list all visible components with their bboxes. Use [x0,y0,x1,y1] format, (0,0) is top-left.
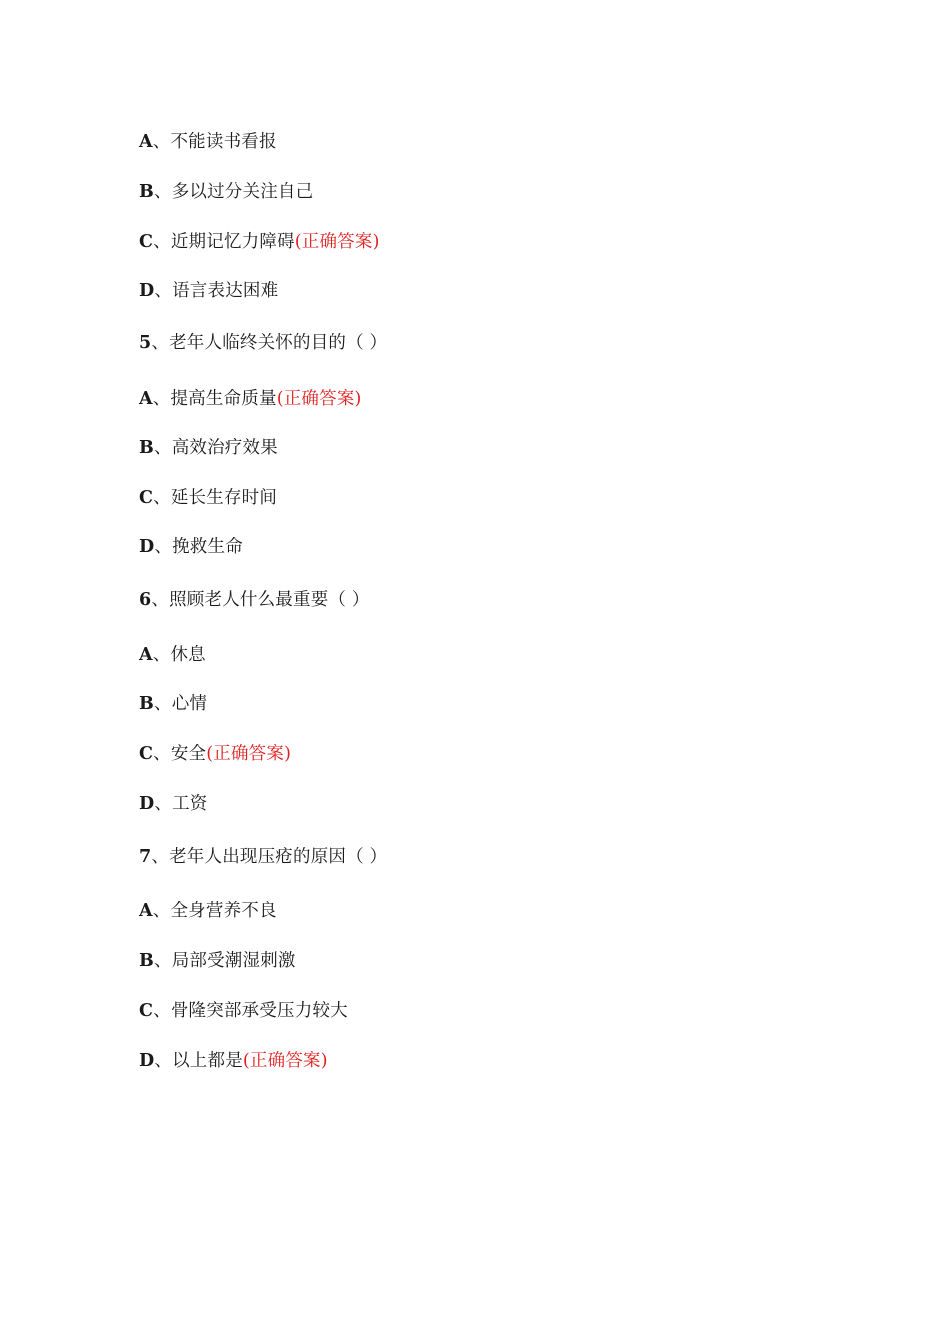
option-line [139,643,206,667]
option-label: A [139,645,153,665]
separator: 、 [152,132,171,152]
separator: 、 [151,333,170,353]
option-label: D [139,537,155,557]
option-label: B [139,182,154,202]
option-text: 语言表达困难 [172,281,279,301]
option-text: 近期记忆力障碍 [170,232,295,252]
option-label: D [139,794,155,814]
option-label: B [139,438,154,458]
option-line [139,535,243,559]
correct-answer-marker: (正确答案) [294,232,380,252]
option-text: 安全 [170,744,207,764]
separator: 、 [151,590,170,610]
option-line [139,692,207,716]
option-line [139,486,277,510]
option-line [139,742,291,766]
option-label: C [139,488,154,508]
option-text: 挽救生命 [172,537,243,557]
question-line [139,845,387,869]
question-line [139,588,370,612]
question-number: 5 [139,333,152,353]
correct-answer-marker: (正确答案) [276,389,362,409]
correct-answer-marker: (正确答案) [242,1051,328,1071]
option-label: C [139,744,154,764]
option-text: 高效治疗效果 [171,438,278,458]
option-line [139,230,380,254]
option-text: 局部受潮湿刺激 [171,951,296,971]
question-number: 6 [139,590,152,610]
separator: 、 [154,281,173,301]
option-line [139,180,313,204]
question-number: 7 [139,847,152,867]
option-line [139,436,278,460]
separator: 、 [154,438,172,458]
option-label: A [139,132,153,152]
option-label: B [139,694,154,714]
option-text: 骨隆突部承受压力较大 [170,1001,348,1021]
option-text: 工资 [172,794,208,814]
option-text: 延长生存时间 [170,488,278,508]
option-line [139,899,277,923]
option-line [139,130,277,154]
option-text: 不能读书看报 [170,132,277,152]
separator: 、 [153,744,171,764]
option-label: C [139,232,154,252]
separator: 、 [154,794,173,814]
option-text: 全身营养不良 [170,901,277,921]
separator: 、 [152,389,171,409]
option-line [139,949,296,973]
separator: 、 [154,951,172,971]
option-line [139,387,362,411]
option-label: A [139,901,153,921]
separator: 、 [153,1001,171,1021]
question-text: 照顾老人什么最重要（ ） [169,590,370,610]
option-line [139,999,348,1023]
question-line [139,331,387,355]
separator: 、 [154,694,172,714]
question-text: 老年人出现压疮的原因（ ） [169,847,388,867]
separator: 、 [154,537,173,557]
option-text: 提高生命质量 [170,389,277,409]
separator: 、 [151,847,170,867]
separator: 、 [154,182,172,202]
option-text: 以上都是 [172,1051,243,1071]
separator: 、 [152,901,171,921]
option-text: 多以过分关注自己 [171,182,314,202]
option-line [139,1049,328,1073]
option-label: D [139,281,155,301]
option-line [139,279,278,303]
option-line [139,792,208,816]
option-text: 休息 [170,645,206,665]
separator: 、 [152,645,171,665]
separator: 、 [153,232,171,252]
option-label: D [139,1051,155,1071]
correct-answer-marker: (正确答案) [206,744,292,764]
option-label: C [139,1001,154,1021]
option-text: 心情 [171,694,208,714]
question-text: 老年人临终关怀的目的（ ） [169,333,388,353]
separator: 、 [153,488,171,508]
separator: 、 [154,1051,173,1071]
option-label: B [139,951,154,971]
option-label: A [139,389,153,409]
